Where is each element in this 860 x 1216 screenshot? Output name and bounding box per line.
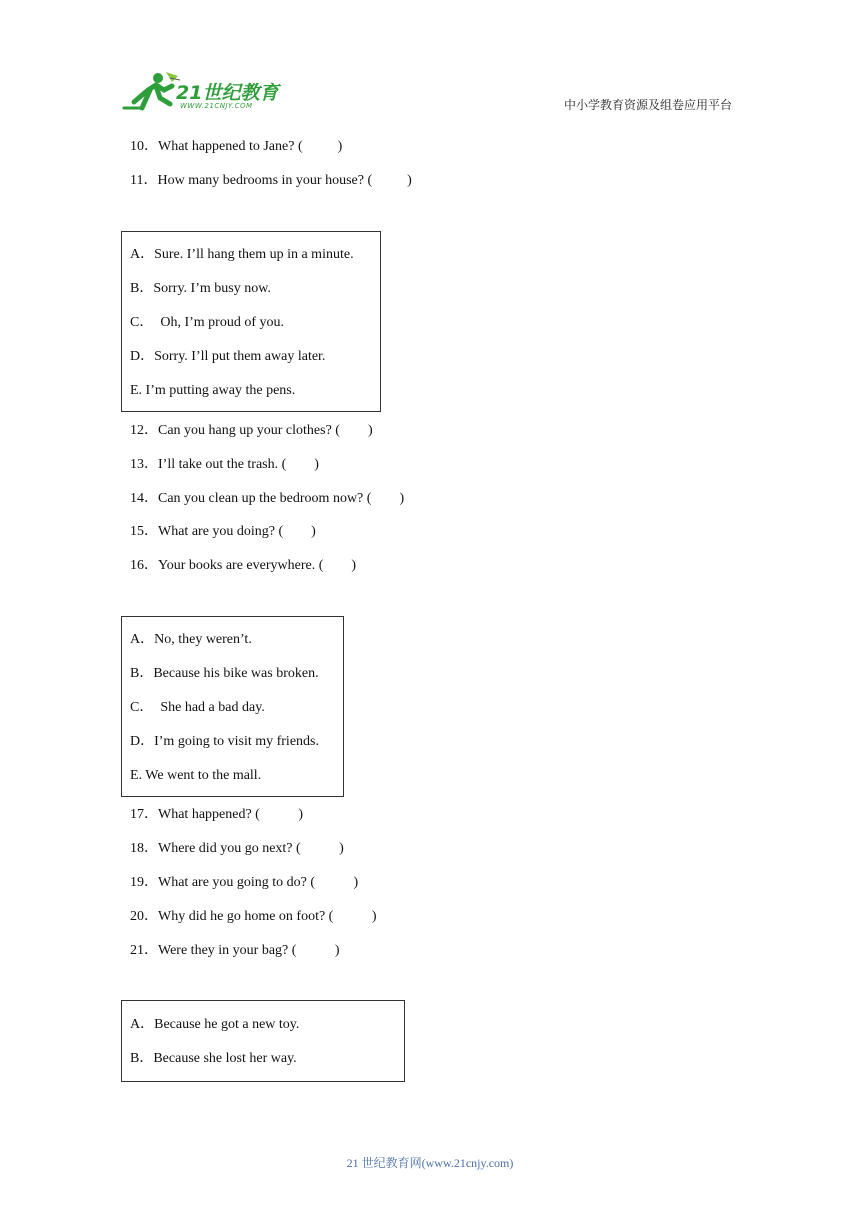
options-box-1 xyxy=(121,231,381,412)
box2-option-a: A．No, they weren’t. xyxy=(130,632,252,647)
page-header xyxy=(120,68,740,114)
question-14: 14．Can you clean up the bedroom now? ( ) xyxy=(130,491,405,506)
box2-option-e: E. We went to the mall. xyxy=(130,768,262,783)
box2-option-d: D．I’m going to visit my friends. xyxy=(130,734,319,749)
platform-title: 中小学教育资源及组卷应用平台 xyxy=(563,98,732,112)
box2-option-b: B．Because his bike was broken. xyxy=(130,666,319,681)
question-15: 15．What are you doing? ( ) xyxy=(130,524,316,539)
logo-text: 21世纪教育 xyxy=(176,82,279,104)
options-box-3 xyxy=(121,1000,405,1082)
box2-option-c: C． She had a bad day. xyxy=(130,700,265,715)
box1-option-c: C． Oh, I’m proud of you. xyxy=(130,315,284,330)
box3-option-a: A．Because he got a new toy. xyxy=(130,1017,300,1032)
question-18: 18．Where did you go next? ( ) xyxy=(130,841,344,856)
box1-option-d: D．Sorry. I’ll put them away later. xyxy=(130,349,326,364)
options-box-2 xyxy=(121,616,344,797)
box1-option-a: A．Sure. I’ll hang them up in a minute. xyxy=(130,247,354,262)
question-17: 17．What happened? ( ) xyxy=(130,807,303,822)
page-footer: 21 世纪教育网(www.21cnjy.com) xyxy=(346,1156,514,1170)
box3-option-b: B．Because she lost her way. xyxy=(130,1051,297,1066)
question-11: 11．How many bedrooms in your house? ( ) xyxy=(130,173,412,188)
question-13: 13．I’ll take out the trash. ( ) xyxy=(130,457,319,472)
question-10: 10．What happened to Jane? ( ) xyxy=(130,139,343,154)
site-logo xyxy=(120,68,290,114)
question-19: 19．What are you going to do? ( ) xyxy=(130,875,359,890)
question-12: 12．Can you hang up your clothes? ( ) xyxy=(130,423,373,438)
logo-url: WWW.21CNJY.COM xyxy=(180,102,253,110)
box1-option-b: B．Sorry. I’m busy now. xyxy=(130,281,271,296)
question-21: 21．Were they in your bag? ( ) xyxy=(130,943,340,958)
box1-option-e: E. I’m putting away the pens. xyxy=(130,383,296,398)
question-20: 20．Why did he go home on foot? ( ) xyxy=(130,909,377,924)
question-16: 16．Your books are everywhere. ( ) xyxy=(130,558,357,573)
